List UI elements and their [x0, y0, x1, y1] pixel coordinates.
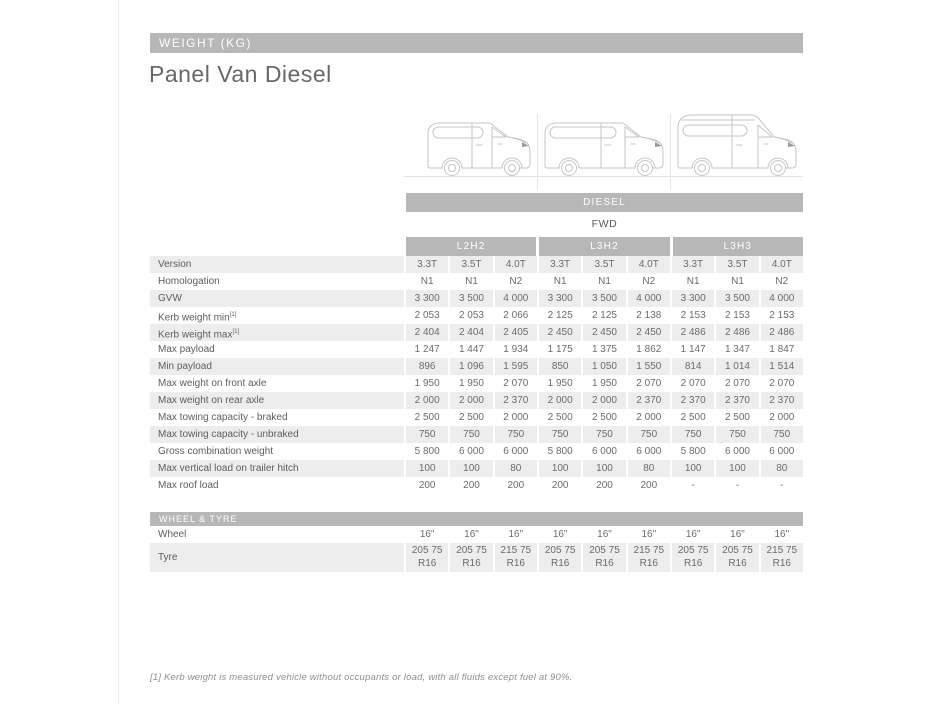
value-cell: 100: [716, 460, 758, 477]
value-cell: 1 934: [495, 341, 537, 358]
value-cell: 2 000: [495, 409, 537, 426]
value-cell: 2 370: [628, 392, 670, 409]
group-header-l3h2: L3H2: [539, 237, 669, 256]
table-row: [150, 358, 803, 375]
section-header-weight: WEIGHT (KG): [150, 33, 803, 53]
value-cell: 4.0T: [761, 256, 803, 273]
value-cell: 750: [539, 426, 581, 443]
value-cell: N2: [761, 273, 803, 290]
body-variant-header-row: [406, 237, 803, 256]
value-cell: 80: [628, 460, 670, 477]
value-cell: 6 000: [628, 443, 670, 460]
value-cell: 2 000: [450, 392, 492, 409]
value-cell: 1 014: [716, 358, 758, 375]
row-label: [150, 341, 404, 358]
value-cell: 1 862: [628, 341, 670, 358]
row-label: [150, 526, 404, 543]
value-cell: 2 370: [761, 392, 803, 409]
value-cell: 2 000: [539, 392, 581, 409]
van-ground-line: [404, 176, 803, 177]
value-cell: 2 404: [406, 324, 448, 341]
value-cell: -: [761, 477, 803, 494]
value-cell: 200: [450, 477, 492, 494]
value-cell: 3.5T: [716, 256, 758, 273]
value-cell: 2 153: [716, 307, 758, 324]
value-cell: 1 950: [406, 375, 448, 392]
value-cell: 2 125: [539, 307, 581, 324]
value-cell: 1 247: [406, 341, 448, 358]
spec-rows: [150, 256, 803, 494]
table-row: [150, 526, 803, 543]
value-cell: 750: [761, 426, 803, 443]
row-label-text: Min payload: [158, 361, 212, 372]
value-cell: 100: [450, 460, 492, 477]
row-label-text: Max towing capacity - unbraked: [158, 429, 299, 440]
value-cell: 1 847: [761, 341, 803, 358]
value-cell: N1: [406, 273, 448, 290]
footnote: [1] Kerb weight is measured vehicle without occupants or load, with all fluids except fuel at 90%.: [150, 672, 573, 683]
value-cell: 80: [761, 460, 803, 477]
table-row: [150, 543, 803, 572]
value-cell: 80: [495, 460, 537, 477]
table-row: [150, 256, 803, 273]
value-cell: 2 153: [672, 307, 714, 324]
value-cell: N1: [539, 273, 581, 290]
value-cell: 2 000: [761, 409, 803, 426]
value-cell: 3.3T: [406, 256, 448, 273]
value-cell: 4 000: [628, 290, 670, 307]
row-label: [150, 375, 404, 392]
page-title: Panel Van Diesel: [149, 61, 332, 87]
value-cell: 200: [539, 477, 581, 494]
row-label-text: Max vertical load on trailer hitch: [158, 463, 299, 474]
row-label: [150, 392, 404, 409]
value-cell: 2 000: [406, 392, 448, 409]
value-cell: 3 500: [583, 290, 625, 307]
value-cell: 1 050: [583, 358, 625, 375]
table-row: [150, 426, 803, 443]
value-cell: 215 75 R16: [495, 543, 537, 572]
value-cell: 5 800: [672, 443, 714, 460]
value-cell: 200: [406, 477, 448, 494]
table-row: [150, 460, 803, 477]
value-cell: 16": [539, 526, 581, 543]
row-label: [150, 426, 404, 443]
value-cell: 3.5T: [450, 256, 492, 273]
group-header-l2h2: L2H2: [406, 237, 536, 256]
value-cell: 215 75 R16: [761, 543, 803, 572]
wheel-tyre-rows: [150, 526, 803, 572]
value-cell: 100: [406, 460, 448, 477]
value-cell: 2 450: [628, 324, 670, 341]
row-label: [150, 409, 404, 426]
value-cell: 200: [628, 477, 670, 494]
value-cell: 4.0T: [628, 256, 670, 273]
value-cell: 2 070: [716, 375, 758, 392]
value-cell: 16": [628, 526, 670, 543]
value-cell: 2 404: [450, 324, 492, 341]
table-row: [150, 443, 803, 460]
engine-header: DIESEL: [406, 193, 803, 212]
value-cell: 2 070: [628, 375, 670, 392]
value-cell: 2 370: [495, 392, 537, 409]
value-cell: 2 486: [716, 324, 758, 341]
value-cell: 16": [450, 526, 492, 543]
value-cell: 16": [583, 526, 625, 543]
van-l2h2-illustration: [404, 112, 537, 176]
value-cell: 2 450: [583, 324, 625, 341]
value-cell: 6 000: [450, 443, 492, 460]
value-cell: 750: [450, 426, 492, 443]
value-cell: 5 800: [539, 443, 581, 460]
footnote-ref: [1]: [229, 312, 237, 318]
value-cell: 100: [583, 460, 625, 477]
value-cell: 2 070: [672, 375, 714, 392]
value-cell: 850: [539, 358, 581, 375]
value-cell: 2 370: [672, 392, 714, 409]
value-cell: 6 000: [716, 443, 758, 460]
value-cell: 2 405: [495, 324, 537, 341]
value-cell: 3 500: [450, 290, 492, 307]
value-cell: 2 500: [672, 409, 714, 426]
value-cell: 2 053: [450, 307, 492, 324]
value-cell: 1 447: [450, 341, 492, 358]
value-cell: N2: [495, 273, 537, 290]
value-cell: 2 500: [406, 409, 448, 426]
row-label-text: GVW: [158, 293, 182, 304]
value-cell: N2: [628, 273, 670, 290]
value-cell: -: [672, 477, 714, 494]
value-cell: 1 595: [495, 358, 537, 375]
table-row: [150, 409, 803, 426]
value-cell: 3 300: [539, 290, 581, 307]
value-cell: N1: [716, 273, 758, 290]
value-cell: 205 75 R16: [716, 543, 758, 572]
value-cell: 1 550: [628, 358, 670, 375]
value-cell: 16": [406, 526, 448, 543]
weight-spec-table: [150, 193, 803, 494]
row-label-text: Kerb weight min: [158, 312, 230, 324]
value-cell: 100: [539, 460, 581, 477]
table-row: [150, 307, 803, 324]
value-cell: 2 450: [539, 324, 581, 341]
value-cell: 16": [761, 526, 803, 543]
value-cell: 750: [672, 426, 714, 443]
page-edge-divider: [118, 0, 119, 704]
value-cell: 6 000: [761, 443, 803, 460]
value-cell: 2 370: [716, 392, 758, 409]
row-label: [150, 256, 404, 273]
value-cell: 205 75 R16: [539, 543, 581, 572]
value-cell: 200: [495, 477, 537, 494]
row-label-text: Wheel: [158, 529, 187, 540]
value-cell: 5 800: [406, 443, 448, 460]
row-label: [150, 443, 404, 460]
drivetrain-header: FWD: [591, 218, 618, 230]
row-label: [150, 460, 404, 477]
row-label-text: Max weight on rear axle: [158, 395, 265, 406]
value-cell: 200: [583, 477, 625, 494]
value-cell: 2 500: [716, 409, 758, 426]
value-cell: 750: [583, 426, 625, 443]
value-cell: 2 500: [539, 409, 581, 426]
value-cell: 4 000: [761, 290, 803, 307]
value-cell: 6 000: [583, 443, 625, 460]
value-cell: 16": [672, 526, 714, 543]
value-cell: 1 096: [450, 358, 492, 375]
table-row: [150, 375, 803, 392]
value-cell: 205 75 R16: [583, 543, 625, 572]
value-cell: 1 347: [716, 341, 758, 358]
value-cell: 750: [406, 426, 448, 443]
value-cell: 814: [672, 358, 714, 375]
value-cell: 1 175: [539, 341, 581, 358]
value-cell: 2 070: [495, 375, 537, 392]
table-row: [150, 290, 803, 307]
row-label: [150, 290, 404, 307]
row-label-text: Tyre: [158, 552, 178, 563]
value-cell: 3.5T: [583, 256, 625, 273]
value-cell: 2 486: [672, 324, 714, 341]
table-row: [150, 273, 803, 290]
value-cell: 2 500: [450, 409, 492, 426]
value-cell: 3 300: [672, 290, 714, 307]
table-row: [150, 392, 803, 409]
row-label: [150, 324, 404, 341]
table-row: [150, 324, 803, 341]
row-label-text: Gross combination weight: [158, 446, 274, 457]
row-label: [150, 273, 404, 290]
row-label: [150, 307, 404, 324]
row-label-text: Max roof load: [158, 480, 219, 491]
value-cell: 205 75 R16: [406, 543, 448, 572]
table-row: [150, 341, 803, 358]
value-cell: 100: [672, 460, 714, 477]
value-cell: 2 486: [761, 324, 803, 341]
value-cell: 2 000: [583, 392, 625, 409]
value-cell: N1: [583, 273, 625, 290]
value-cell: 3.3T: [672, 256, 714, 273]
value-cell: 750: [628, 426, 670, 443]
value-cell: 3 300: [406, 290, 448, 307]
row-label-text: Max towing capacity - braked: [158, 412, 288, 423]
value-cell: 16": [495, 526, 537, 543]
row-label-text: Max payload: [158, 344, 215, 355]
value-cell: 2 125: [583, 307, 625, 324]
value-cell: 1 514: [761, 358, 803, 375]
row-label-text: Homologation: [158, 276, 220, 287]
value-cell: 3 500: [716, 290, 758, 307]
value-cell: 2 070: [761, 375, 803, 392]
wheel-tyre-table: [150, 512, 803, 572]
value-cell: 4.0T: [495, 256, 537, 273]
value-cell: -: [716, 477, 758, 494]
value-cell: 2 138: [628, 307, 670, 324]
van-l3h2-illustration: [537, 112, 670, 176]
footnote-ref: [1]: [232, 329, 240, 335]
value-cell: 16": [716, 526, 758, 543]
row-label-text: Max weight on front axle: [158, 378, 267, 389]
value-cell: 6 000: [495, 443, 537, 460]
row-label: [150, 358, 404, 375]
value-cell: 3.3T: [539, 256, 581, 273]
value-cell: 2 066: [495, 307, 537, 324]
value-cell: 750: [716, 426, 758, 443]
row-label: [150, 543, 404, 572]
row-label-text: Version: [158, 259, 192, 270]
van-l3h3-illustration: [670, 112, 803, 176]
value-cell: 1 950: [539, 375, 581, 392]
value-cell: 1 950: [450, 375, 492, 392]
value-cell: 2 000: [628, 409, 670, 426]
value-cell: 205 75 R16: [672, 543, 714, 572]
table-row: [150, 477, 803, 494]
value-cell: 1 147: [672, 341, 714, 358]
value-cell: 896: [406, 358, 448, 375]
value-cell: 2 053: [406, 307, 448, 324]
value-cell: 2 153: [761, 307, 803, 324]
value-cell: 205 75 R16: [450, 543, 492, 572]
value-cell: 2 500: [583, 409, 625, 426]
value-cell: 1 375: [583, 341, 625, 358]
value-cell: 1 950: [583, 375, 625, 392]
van-illustrations: [404, 110, 803, 191]
value-cell: 4 000: [495, 290, 537, 307]
row-label-text: Kerb weight max: [158, 329, 233, 341]
value-cell: 750: [495, 426, 537, 443]
section-header-wheel-tyre: WHEEL & TYRE: [150, 512, 803, 526]
value-cell: 215 75 R16: [628, 543, 670, 572]
value-cell: N1: [672, 273, 714, 290]
group-header-l3h3: L3H3: [673, 237, 803, 256]
value-cell: N1: [450, 273, 492, 290]
row-label: [150, 477, 404, 494]
